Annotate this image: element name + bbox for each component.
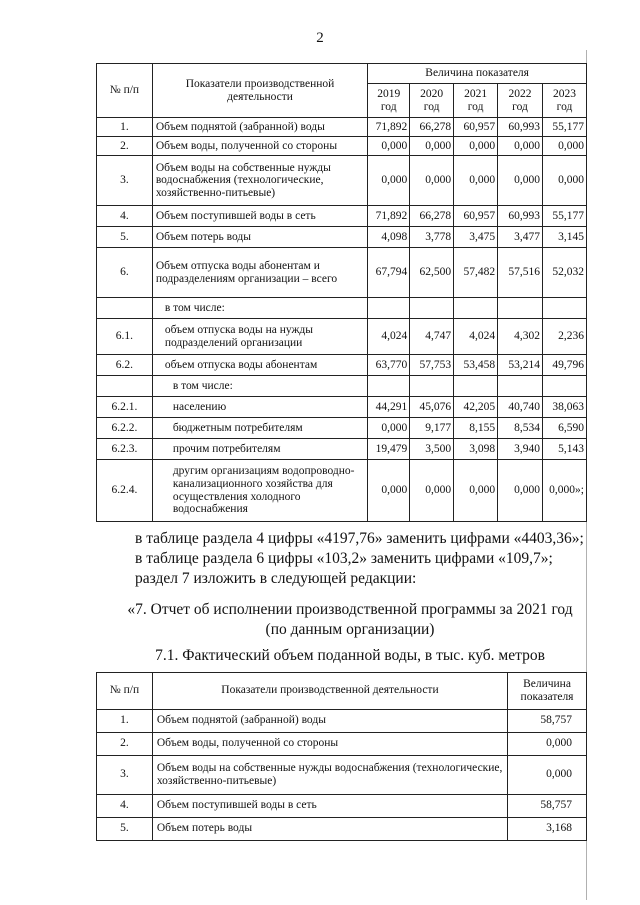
actual-water-supply-table <box>96 672 587 841</box>
table1-year-2020: 2020 год <box>410 84 454 118</box>
table-row: в том числе: <box>97 298 587 319</box>
table-row: 5. Объем потерь воды 3,168 <box>97 818 587 841</box>
table-row: 3. Объем воды на собственные нужды водоснабжения (технологические, хозяйственно-питьевые) 0,000 0,000 0,000 0,000 0,000 <box>97 156 587 206</box>
table-row: 1. Объем поднятой (забранной) воды 71,892 66,278 60,957 60,993 55,177 <box>97 118 587 137</box>
table-row: 4. Объем поступившей воды в сеть 71,892 66,278 60,957 60,993 55,177 <box>97 206 587 227</box>
table1-header-value: Величина показателя <box>368 64 587 84</box>
table2-header-indicators: Показатели производственной деятельности <box>152 673 507 710</box>
paragraph-section7-intro: раздел 7 изложить в следующей редакции: <box>135 570 417 587</box>
table-row: 6.1. объем отпуска воды на нужды подразделений организации 4,024 4,747 4,024 4,302 2,236 <box>97 319 587 355</box>
page-number: 2 <box>316 30 324 46</box>
table-row: 2. Объем воды, полученной со стороны 0,000 0,000 0,000 0,000 0,000 <box>97 137 587 156</box>
table1-header-num: № п/п <box>97 64 153 118</box>
section7-subtitle: (по данным организации) <box>265 621 435 638</box>
table-row: 6.2. объем отпуска воды абонентам 63,770 57,753 53,458 53,214 49,796 <box>97 355 587 376</box>
table-row: в том числе: <box>97 376 587 397</box>
table-row: 1. Объем поднятой (забранной) воды 58,757 <box>97 710 587 733</box>
table1-header-indicators: Показатели производственной деятельности <box>152 64 367 118</box>
table1-year-2023: 2023 год <box>543 84 587 118</box>
section7-title: «7. Отчет об исполнении производственной программы за 2021 год <box>127 601 573 618</box>
table-row: 6.2.1. населению 44,291 45,076 42,205 40,740 38,063 <box>97 397 587 418</box>
table1-year-2022: 2022 год <box>498 84 543 118</box>
table1-year-2019: 2019 год <box>368 84 410 118</box>
table-row: 3. Объем воды на собственные нужды водоснабжения (технологические, хозяйственно-питьевые) 0,000 <box>97 756 587 795</box>
production-indicators-table <box>96 63 587 522</box>
table-row: 6.2.2. бюджетным потребителям 0,000 9,177 8,155 8,534 6,590 <box>97 418 587 439</box>
table-row: 2. Объем воды, полученной со стороны 0,000 <box>97 733 587 756</box>
table1-year-2021: 2021 год <box>454 84 498 118</box>
table2-header-value: Величина показателя <box>508 673 587 710</box>
table-row: 6.2.4. другим организациям водопроводно-канализационного хозяйства для осуществления холодного водоснабжения 0,000 0,000 0,000 0,000 0,000»; <box>97 460 587 522</box>
table2-header-num: № п/п <box>97 673 153 710</box>
table-row: 6. Объем отпуска воды абонентам и подразделениям организации – всего 67,794 62,500 57,482 57,516 52,032 <box>97 248 587 298</box>
table-row: 4. Объем поступившей воды в сеть 58,757 <box>97 795 587 818</box>
paragraph-section4-change: в таблице раздела 4 цифры «4197,76» заменить цифрами «4403,36»; <box>135 530 584 547</box>
subsection-7-1-title: 7.1. Фактический объем поданной воды, в тыс. куб. метров <box>155 647 545 664</box>
table-row: 6.2.3. прочим потребителям 19,479 3,500 3,098 3,940 5,143 <box>97 439 587 460</box>
table-row: 5. Объем потерь воды 4,098 3,778 3,475 3,477 3,145 <box>97 227 587 248</box>
paragraph-section6-change: в таблице раздела 6 цифры «103,2» заменить цифрами «109,7»; <box>135 550 553 567</box>
